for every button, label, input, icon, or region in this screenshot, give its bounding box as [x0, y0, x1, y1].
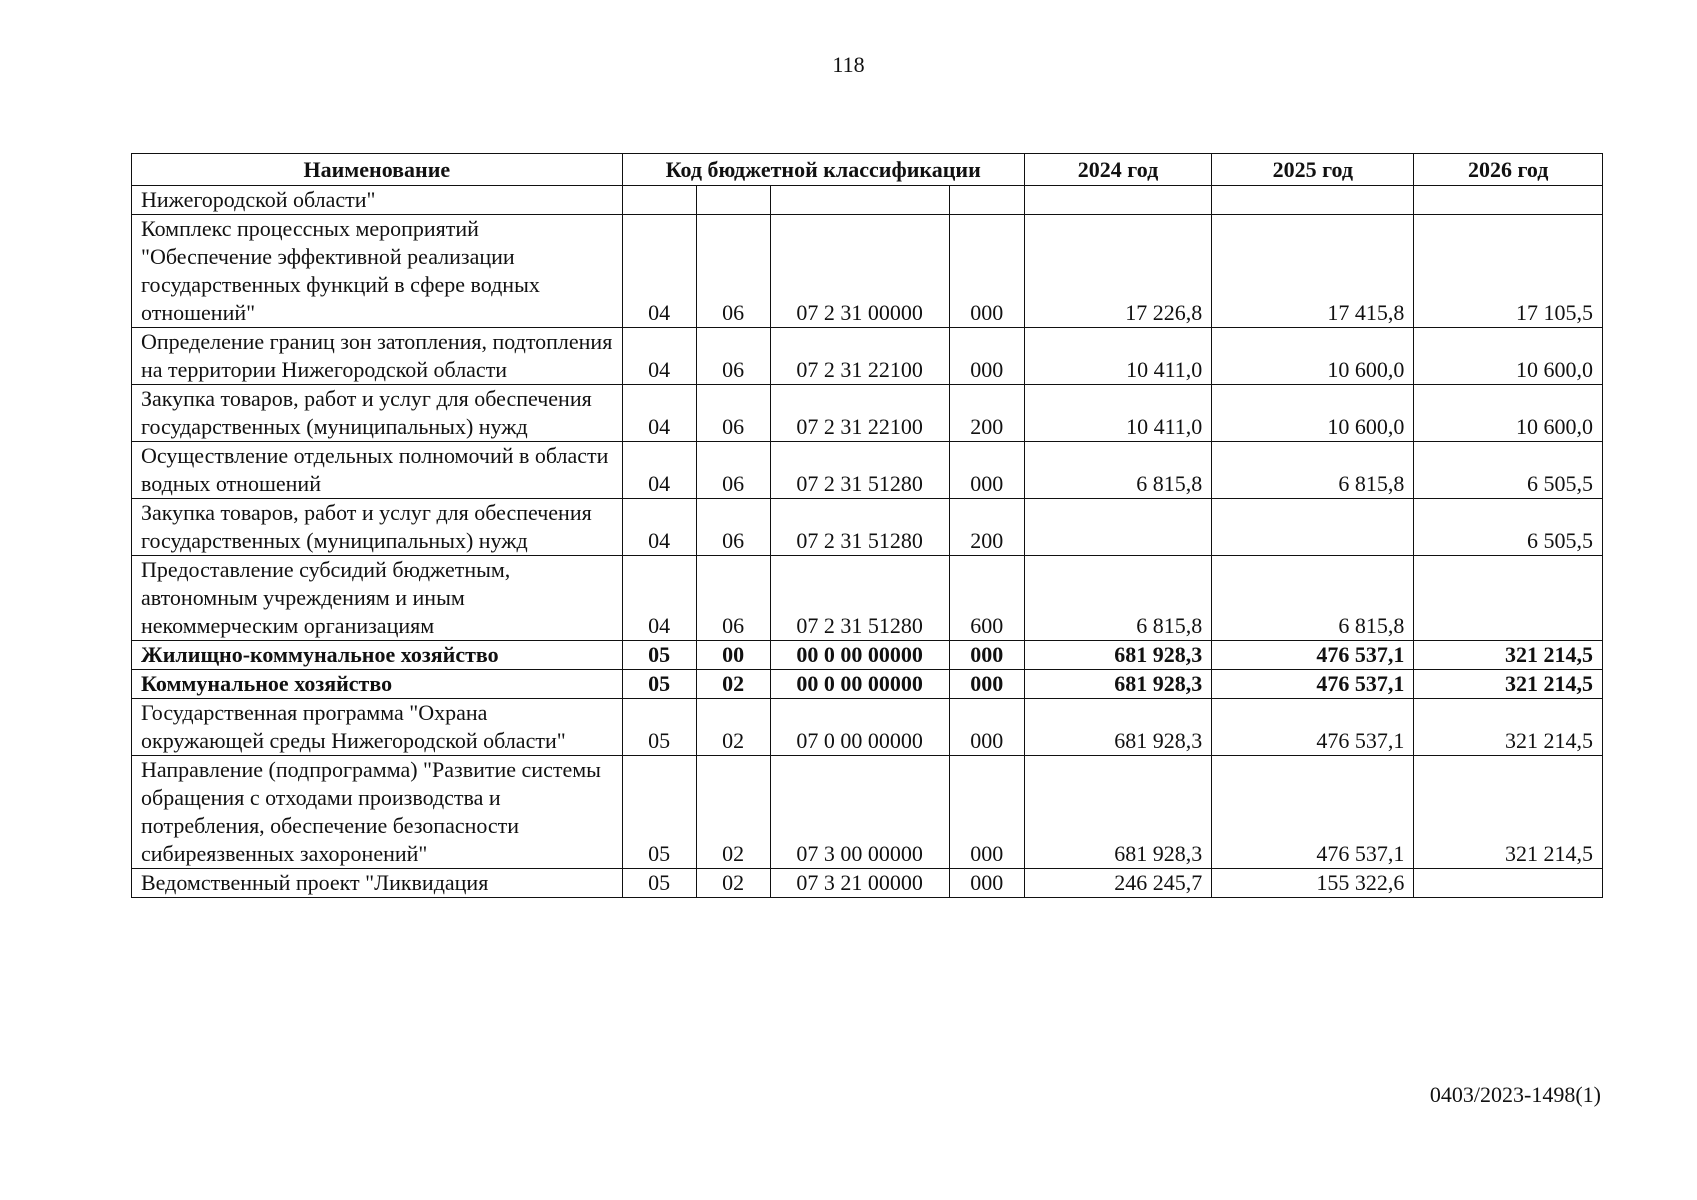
cell-section: 04 — [622, 385, 696, 442]
cell-2025: 155 322,6 — [1212, 869, 1414, 898]
cell-2026: 10 600,0 — [1414, 328, 1603, 385]
cell-2025: 10 600,0 — [1212, 385, 1414, 442]
cell-target-article: 07 2 31 22100 — [770, 385, 949, 442]
cell-subsection: 06 — [696, 385, 770, 442]
cell-section: 05 — [622, 756, 696, 869]
cell-2025: 17 415,8 — [1212, 215, 1414, 328]
cell-target-article: 00 0 00 00000 — [770, 641, 949, 670]
cell-subsection — [696, 186, 770, 215]
cell-target-article: 07 2 31 51280 — [770, 442, 949, 499]
cell-name: Закупка товаров, работ и услуг для обеспечения государственных (муниципальных) нужд — [132, 385, 623, 442]
header-code: Код бюджетной классификации — [622, 154, 1024, 186]
header-name: Наименование — [132, 154, 623, 186]
table-row — [132, 186, 1603, 215]
cell-section: 05 — [622, 869, 696, 898]
cell-subsection: 06 — [696, 215, 770, 328]
cell-section: 04 — [622, 328, 696, 385]
cell-subsection: 02 — [696, 699, 770, 756]
cell-name: Жилищно-коммунальное хозяйство — [132, 641, 623, 670]
cell-expense-type: 200 — [949, 499, 1024, 556]
cell-2026 — [1414, 186, 1603, 215]
table-row — [132, 670, 1603, 699]
cell-target-article: 07 3 21 00000 — [770, 869, 949, 898]
cell-target-article: 07 2 31 51280 — [770, 499, 949, 556]
cell-2024: 10 411,0 — [1024, 385, 1212, 442]
cell-2026: 321 214,5 — [1414, 756, 1603, 869]
cell-2025: 476 537,1 — [1212, 756, 1414, 869]
cell-section: 05 — [622, 699, 696, 756]
cell-2026: 6 505,5 — [1414, 499, 1603, 556]
cell-name: Комплекс процессных мероприятий "Обеспечение эффективной реализации государственных функций в сфере водных отношений" — [132, 215, 623, 328]
table-row — [132, 385, 1603, 442]
cell-section: 04 — [622, 556, 696, 641]
cell-2024 — [1024, 499, 1212, 556]
cell-name: Нижегородской области" — [132, 186, 623, 215]
cell-expense-type: 000 — [949, 328, 1024, 385]
cell-expense-type: 000 — [949, 670, 1024, 699]
cell-section: 05 — [622, 670, 696, 699]
table-row — [132, 556, 1603, 641]
cell-target-article: 07 3 00 00000 — [770, 756, 949, 869]
cell-expense-type: 000 — [949, 869, 1024, 898]
cell-expense-type — [949, 186, 1024, 215]
cell-expense-type: 000 — [949, 756, 1024, 869]
cell-2025: 476 537,1 — [1212, 670, 1414, 699]
cell-2024: 681 928,3 — [1024, 756, 1212, 869]
cell-name: Закупка товаров, работ и услуг для обеспечения государственных (муниципальных) нужд — [132, 499, 623, 556]
cell-2025 — [1212, 499, 1414, 556]
cell-2025: 6 815,8 — [1212, 556, 1414, 641]
table-header-row — [132, 154, 1603, 186]
cell-2024: 681 928,3 — [1024, 641, 1212, 670]
cell-name: Осуществление отдельных полномочий в области водных отношений — [132, 442, 623, 499]
table-row — [132, 442, 1603, 499]
cell-target-article: 07 2 31 00000 — [770, 215, 949, 328]
cell-section: 05 — [622, 641, 696, 670]
cell-subsection: 06 — [696, 442, 770, 499]
cell-subsection: 02 — [696, 756, 770, 869]
cell-subsection: 06 — [696, 556, 770, 641]
cell-name: Коммунальное хозяйство — [132, 670, 623, 699]
cell-target-article: 07 0 00 00000 — [770, 699, 949, 756]
cell-name: Ведомственный проект "Ликвидация — [132, 869, 623, 898]
cell-section: 04 — [622, 215, 696, 328]
cell-2024 — [1024, 186, 1212, 215]
cell-2025: 476 537,1 — [1212, 641, 1414, 670]
header-2024: 2024 год — [1024, 154, 1212, 186]
cell-expense-type: 000 — [949, 442, 1024, 499]
cell-2024: 6 815,8 — [1024, 442, 1212, 499]
header-2025: 2025 год — [1212, 154, 1414, 186]
cell-subsection: 00 — [696, 641, 770, 670]
cell-target-article: 07 2 31 22100 — [770, 328, 949, 385]
cell-target-article: 07 2 31 51280 — [770, 556, 949, 641]
cell-2026: 10 600,0 — [1414, 385, 1603, 442]
cell-name: Определение границ зон затопления, подтопления на территории Нижегородской области — [132, 328, 623, 385]
cell-target-article — [770, 186, 949, 215]
table-row — [132, 756, 1603, 869]
table-row — [132, 328, 1603, 385]
page-number: 118 — [832, 52, 865, 77]
cell-2026: 6 505,5 — [1414, 442, 1603, 499]
table-row — [132, 869, 1603, 898]
table-row — [132, 215, 1603, 328]
cell-subsection: 06 — [696, 328, 770, 385]
cell-expense-type: 200 — [949, 385, 1024, 442]
document-code: 0403/2023-1498(1) — [1429, 1082, 1601, 1107]
cell-name: Государственная программа "Охрана окружающей среды Нижегородской области" — [132, 699, 623, 756]
cell-2024: 246 245,7 — [1024, 869, 1212, 898]
cell-section: 04 — [622, 499, 696, 556]
cell-section — [622, 186, 696, 215]
cell-2024: 681 928,3 — [1024, 670, 1212, 699]
cell-subsection: 06 — [696, 499, 770, 556]
header-2026: 2026 год — [1414, 154, 1603, 186]
cell-2024: 681 928,3 — [1024, 699, 1212, 756]
cell-target-article: 00 0 00 00000 — [770, 670, 949, 699]
cell-section: 04 — [622, 442, 696, 499]
cell-2026 — [1414, 869, 1603, 898]
cell-2025: 476 537,1 — [1212, 699, 1414, 756]
table-row — [132, 641, 1603, 670]
cell-subsection: 02 — [696, 869, 770, 898]
cell-2026: 321 214,5 — [1414, 641, 1603, 670]
cell-expense-type: 600 — [949, 556, 1024, 641]
cell-expense-type: 000 — [949, 215, 1024, 328]
cell-2025: 10 600,0 — [1212, 328, 1414, 385]
table-row — [132, 499, 1603, 556]
cell-2024: 10 411,0 — [1024, 328, 1212, 385]
cell-expense-type: 000 — [949, 699, 1024, 756]
cell-name: Предоставление субсидий бюджетным, автономным учреждениям и иным некоммерческим организациям — [132, 556, 623, 641]
table-row — [132, 699, 1603, 756]
cell-subsection: 02 — [696, 670, 770, 699]
cell-name: Направление (подпрограмма) "Развитие системы обращения с отходами производства и потребления, обеспечение безопасности сибиреязвенных захоронений" — [132, 756, 623, 869]
cell-2025: 6 815,8 — [1212, 442, 1414, 499]
cell-expense-type: 000 — [949, 641, 1024, 670]
cell-2026 — [1414, 556, 1603, 641]
cell-2026: 321 214,5 — [1414, 670, 1603, 699]
cell-2024: 6 815,8 — [1024, 556, 1212, 641]
cell-2026: 321 214,5 — [1414, 699, 1603, 756]
budget-table — [131, 153, 1603, 898]
cell-2024: 17 226,8 — [1024, 215, 1212, 328]
cell-2025 — [1212, 186, 1414, 215]
cell-2026: 17 105,5 — [1414, 215, 1603, 328]
table-body — [132, 186, 1603, 898]
